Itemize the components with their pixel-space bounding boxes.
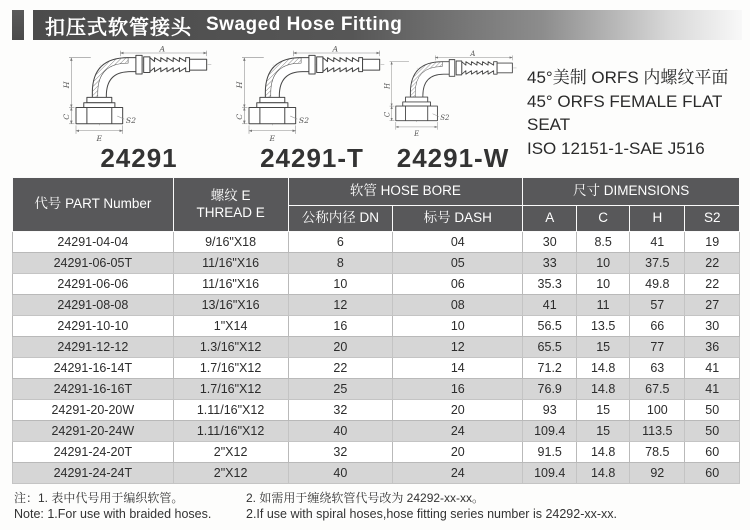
cell-part: 24291-24-20T (13, 442, 174, 463)
dimensions-table (12, 177, 740, 484)
svg-text:C: C (235, 113, 244, 120)
cell-c: 14.8 (577, 379, 630, 400)
cell-part: 24291-20-20W (13, 400, 174, 421)
cell-dash: 16 (393, 379, 523, 400)
cell-s2: 60 (685, 442, 740, 463)
cell-a: 41 (523, 295, 577, 316)
spec-line-zh: 45°美制 ORFS 内螺纹平面 (527, 68, 729, 87)
cell-part: 24291-20-24W (13, 421, 174, 442)
cell-part: 24291-16-14T (13, 358, 174, 379)
cell-s2: 27 (685, 295, 740, 316)
cell-dn: 16 (288, 316, 393, 337)
cell-c: 11 (577, 295, 630, 316)
cell-s2: 60 (685, 463, 740, 484)
cell-dn: 6 (288, 232, 393, 253)
cell-dash: 14 (393, 358, 523, 379)
cell-dash: 08 (393, 295, 523, 316)
cell-h: 41 (630, 232, 685, 253)
cell-dash: 20 (393, 400, 523, 421)
table-row (13, 400, 740, 421)
cell-a: 65.5 (523, 337, 577, 358)
cell-h: 66 (630, 316, 685, 337)
cell-s2: 41 (685, 358, 740, 379)
page-title-zh: 扣压式软管接头 (45, 16, 192, 39)
cell-dash: 24 (393, 463, 523, 484)
cell-a: 109.4 (523, 421, 577, 442)
fitting-drawing-24291-T (230, 46, 394, 144)
cell-dn: 22 (288, 358, 393, 379)
cell-part: 24291-06-06 (13, 274, 174, 295)
cell-thread: 13/16"X16 (173, 295, 288, 316)
cell-part: 24291-10-10 (13, 316, 174, 337)
cell-thread: 1.3/16"X12 (173, 337, 288, 358)
elbow-fitting-diagram (384, 46, 520, 144)
cell-thread: 1.11/16"X12 (173, 400, 288, 421)
column-header-dash: 标号 DASH (393, 206, 523, 232)
cell-dn: 32 (288, 442, 393, 463)
cell-dn: 10 (288, 274, 393, 295)
column-header-s2: S2 (685, 206, 740, 232)
cell-dn: 40 (288, 463, 393, 484)
column-header-c: C (577, 206, 630, 232)
cell-h: 57 (630, 295, 685, 316)
note-line-en (14, 506, 740, 523)
cell-a: 93 (523, 400, 577, 421)
cell-dash: 24 (393, 421, 523, 442)
column-header-a: A (523, 206, 577, 232)
table-row (13, 358, 740, 379)
cell-thread: 11/16"X16 (173, 274, 288, 295)
table-row (13, 274, 740, 295)
table-row (13, 232, 740, 253)
cell-dash: 10 (393, 316, 523, 337)
spec-line-iso: ISO 12151-1-SAE J516 (527, 138, 705, 158)
svg-text:H: H (235, 81, 244, 89)
cell-part: 24291-06-05T (13, 253, 174, 274)
column-header-dn: 公称内径 DN (288, 206, 393, 232)
cell-dn: 32 (288, 400, 393, 421)
cell-dn: 25 (288, 379, 393, 400)
cell-c: 13.5 (577, 316, 630, 337)
svg-text:S2: S2 (125, 116, 137, 125)
cell-a: 30 (523, 232, 577, 253)
cell-thread: 1"X14 (173, 316, 288, 337)
svg-text:A: A (159, 46, 166, 54)
spec-line-en: 45° ORFS FEMALE FLAT SEAT (527, 91, 723, 134)
cell-s2: 30 (685, 316, 740, 337)
svg-text:C: C (384, 111, 392, 118)
cell-h: 37.5 (630, 253, 685, 274)
svg-text:C: C (62, 113, 71, 120)
spec-table-body (13, 232, 740, 484)
fitting-drawing-24291-W (384, 46, 520, 144)
title-accent-bar (12, 10, 24, 40)
cell-thread: 2"X12 (173, 442, 288, 463)
cell-thread: 1.11/16"X12 (173, 421, 288, 442)
cell-c: 8.5 (577, 232, 630, 253)
cell-part: 24291-24-24T (13, 463, 174, 484)
svg-text:S2: S2 (440, 113, 450, 122)
cell-s2: 36 (685, 337, 740, 358)
cell-part: 24291-04-04 (13, 232, 174, 253)
cell-c: 15 (577, 421, 630, 442)
cell-dn: 40 (288, 421, 393, 442)
svg-text:S2: S2 (298, 116, 310, 125)
table-row (13, 316, 740, 337)
svg-text:E: E (414, 129, 420, 138)
cell-part: 24291-12-12 (13, 337, 174, 358)
cell-dn: 20 (288, 337, 393, 358)
cell-a: 33 (523, 253, 577, 274)
cell-c: 10 (577, 253, 630, 274)
cell-c: 14.8 (577, 358, 630, 379)
cell-a: 71.2 (523, 358, 577, 379)
cell-thread: 11/16"X16 (173, 253, 288, 274)
svg-text:E: E (269, 133, 276, 143)
cell-h: 113.5 (630, 421, 685, 442)
elbow-fitting-diagram (48, 46, 230, 144)
cell-c: 15 (577, 400, 630, 421)
cell-dn: 12 (288, 295, 393, 316)
drawing-label-24291-W: 24291-W (396, 143, 510, 173)
note-zh-1: 注：1. 表中代号用于编织软管。 (14, 491, 184, 505)
note-en-1: Note: 1.For use with braided hoses. (14, 507, 212, 521)
cell-h: 67.5 (630, 379, 685, 400)
table-row (13, 337, 740, 358)
cell-dash: 05 (393, 253, 523, 274)
cell-part: 24291-16-16T (13, 379, 174, 400)
group-header-dimensions: 尺寸 DIMENSIONS (523, 178, 740, 206)
cell-h: 92 (630, 463, 685, 484)
svg-text:A: A (332, 46, 339, 54)
cell-a: 109.4 (523, 463, 577, 484)
notes-block (14, 490, 740, 523)
cell-thread: 9/16"X18 (173, 232, 288, 253)
spec-description (527, 66, 745, 160)
cell-dn: 8 (288, 253, 393, 274)
note-line-zh (14, 490, 740, 506)
cell-c: 10 (577, 274, 630, 295)
cell-part: 24291-08-08 (13, 295, 174, 316)
cell-thread: 1.7/16"X12 (173, 379, 288, 400)
svg-text:E: E (96, 133, 103, 143)
cell-thread: 2"X12 (173, 463, 288, 484)
cell-s2: 22 (685, 253, 740, 274)
svg-text:A: A (470, 50, 476, 59)
cell-s2: 50 (685, 421, 740, 442)
note-en-2: 2.If use with spiral hoses,hose fitting series number is 24292-xx-xx. (246, 507, 618, 521)
cell-a: 56.5 (523, 316, 577, 337)
cell-c: 14.8 (577, 442, 630, 463)
cell-s2: 22 (685, 274, 740, 295)
column-header-h: H (630, 206, 685, 232)
table-row (13, 463, 740, 484)
cell-a: 91.5 (523, 442, 577, 463)
page-title-bar (33, 10, 742, 40)
table-row (13, 253, 740, 274)
cell-s2: 19 (685, 232, 740, 253)
cell-dash: 04 (393, 232, 523, 253)
svg-text:H: H (384, 82, 392, 90)
drawing-label-24291-T: 24291-T (260, 143, 364, 173)
cell-dash: 06 (393, 274, 523, 295)
column-header-thread-en: THREAD E (196, 204, 265, 220)
cell-a: 35.3 (523, 274, 577, 295)
cell-dash: 20 (393, 442, 523, 463)
table-row (13, 421, 740, 442)
column-header-thread (173, 178, 288, 232)
cell-s2: 50 (685, 400, 740, 421)
cell-h: 78.5 (630, 442, 685, 463)
page-title-en: Swaged Hose Fitting (206, 14, 403, 35)
cell-c: 15 (577, 337, 630, 358)
elbow-fitting-diagram (230, 46, 394, 144)
cell-h: 100 (630, 400, 685, 421)
fitting-drawing-24291 (48, 46, 230, 144)
group-header-hose-bore: 软管 HOSE BORE (288, 178, 523, 206)
table-row (13, 442, 740, 463)
cell-h: 49.8 (630, 274, 685, 295)
cell-h: 63 (630, 358, 685, 379)
column-header-thread-zh: 螺纹 E (210, 187, 251, 203)
drawing-label-24291: 24291 (100, 143, 178, 173)
cell-h: 77 (630, 337, 685, 358)
table-row (13, 379, 740, 400)
cell-dash: 12 (393, 337, 523, 358)
note-zh-2: 2. 如需用于缠绕软管代号改为 24292-xx-xx。 (246, 491, 485, 505)
cell-a: 76.9 (523, 379, 577, 400)
cell-s2: 41 (685, 379, 740, 400)
svg-text:H: H (62, 81, 71, 89)
cell-c: 14.8 (577, 463, 630, 484)
table-row (13, 295, 740, 316)
cell-thread: 1.7/16"X12 (173, 358, 288, 379)
column-header-part: 代号 PART Number (13, 178, 174, 232)
